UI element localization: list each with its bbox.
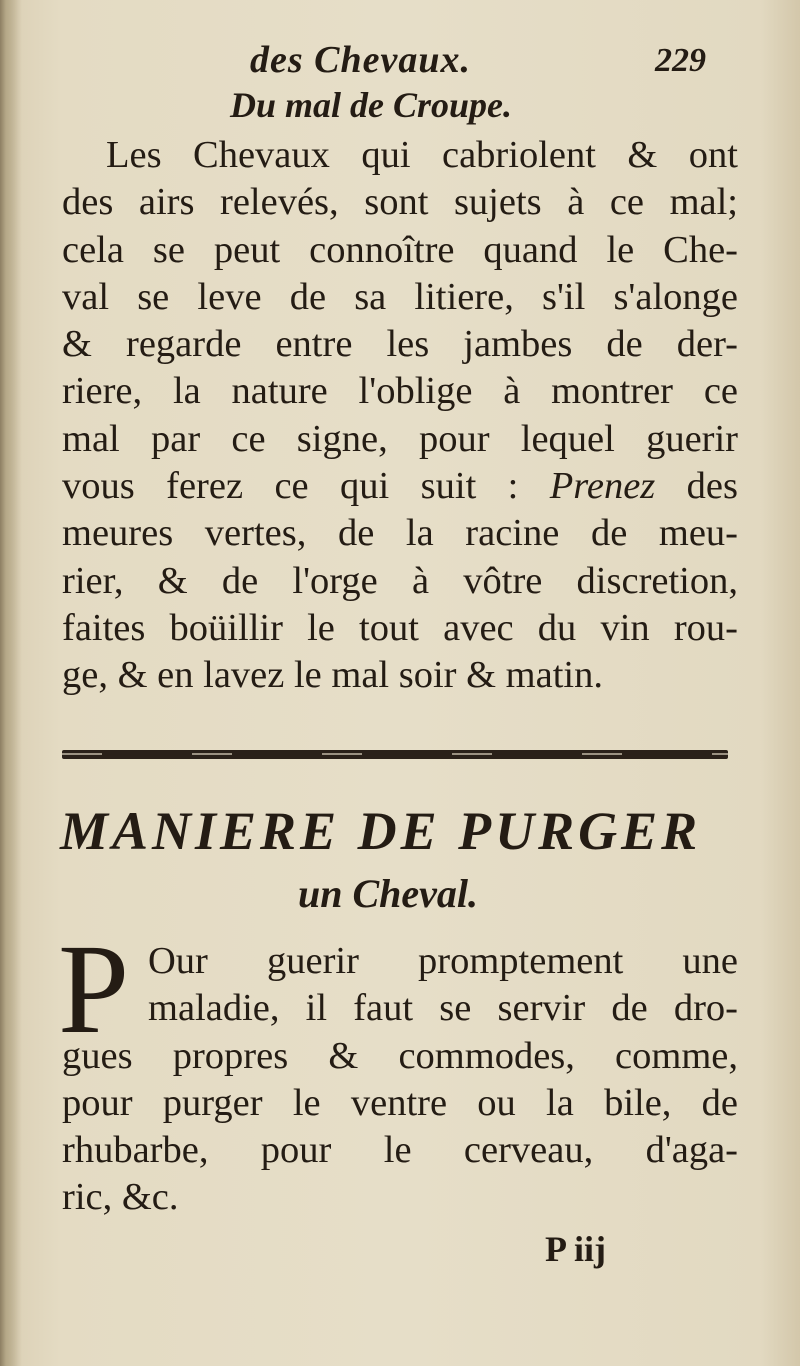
text-line: & regarde entre les jambes de der- bbox=[62, 323, 738, 366]
chapter-heading: MANIERE DE PURGER bbox=[60, 801, 702, 861]
text-line: val se leve de sa litiere, s'il s'alonge bbox=[62, 275, 738, 318]
text-line: cela se peut connoître quand le Che- bbox=[62, 228, 738, 271]
text-line: Les Chevaux qui cabriolent & ont bbox=[106, 134, 738, 176]
text-line-end: des bbox=[686, 465, 738, 508]
text-line: mal par ce signe, pour lequel guerir bbox=[62, 417, 738, 460]
signature-mark: P iij bbox=[545, 1229, 606, 1269]
text-line: ge, & en lavez le mal soir & matin. bbox=[62, 654, 603, 697]
text-line: ric, &c. bbox=[62, 1176, 179, 1219]
text-line: maladie, il faut se servir de dro- bbox=[148, 987, 738, 1030]
text-line: gues propres & commodes, comme, bbox=[62, 1034, 738, 1077]
text-line: des airs relevés, sont sujets à ce mal; bbox=[62, 181, 738, 224]
text-line: Our guerir promptement une bbox=[148, 940, 738, 982]
text-line: faites boüillir le tout avec du vin rou- bbox=[62, 606, 738, 649]
binding-shadow bbox=[0, 0, 22, 1366]
text-line: rhubarbe, pour le cerveau, d'aga- bbox=[62, 1129, 738, 1172]
text-line: meures vertes, de la racine de meu- bbox=[62, 512, 738, 555]
drop-cap: P bbox=[58, 918, 130, 1060]
chapter-body bbox=[62, 938, 738, 1222]
text-line-start: vous ferez ce qui suit : bbox=[62, 465, 519, 508]
text-line: riere, la nature l'oblige à montrer ce bbox=[62, 370, 738, 413]
section-title: Du mal de Croupe. bbox=[230, 85, 513, 125]
running-head bbox=[0, 38, 800, 88]
page-number: 229 bbox=[655, 42, 706, 79]
text-line: rier, & de l'orge à vôtre discretion, bbox=[62, 559, 738, 602]
section-divider bbox=[62, 750, 728, 759]
text-line bbox=[62, 463, 738, 510]
chapter-subheading: un Cheval. bbox=[298, 871, 479, 916]
section-body bbox=[62, 132, 738, 700]
italic-word: Prenez bbox=[549, 465, 656, 508]
text-line: pour purger le ventre ou la bile, de bbox=[62, 1081, 738, 1124]
running-head-title: des Chevaux. bbox=[250, 39, 471, 81]
